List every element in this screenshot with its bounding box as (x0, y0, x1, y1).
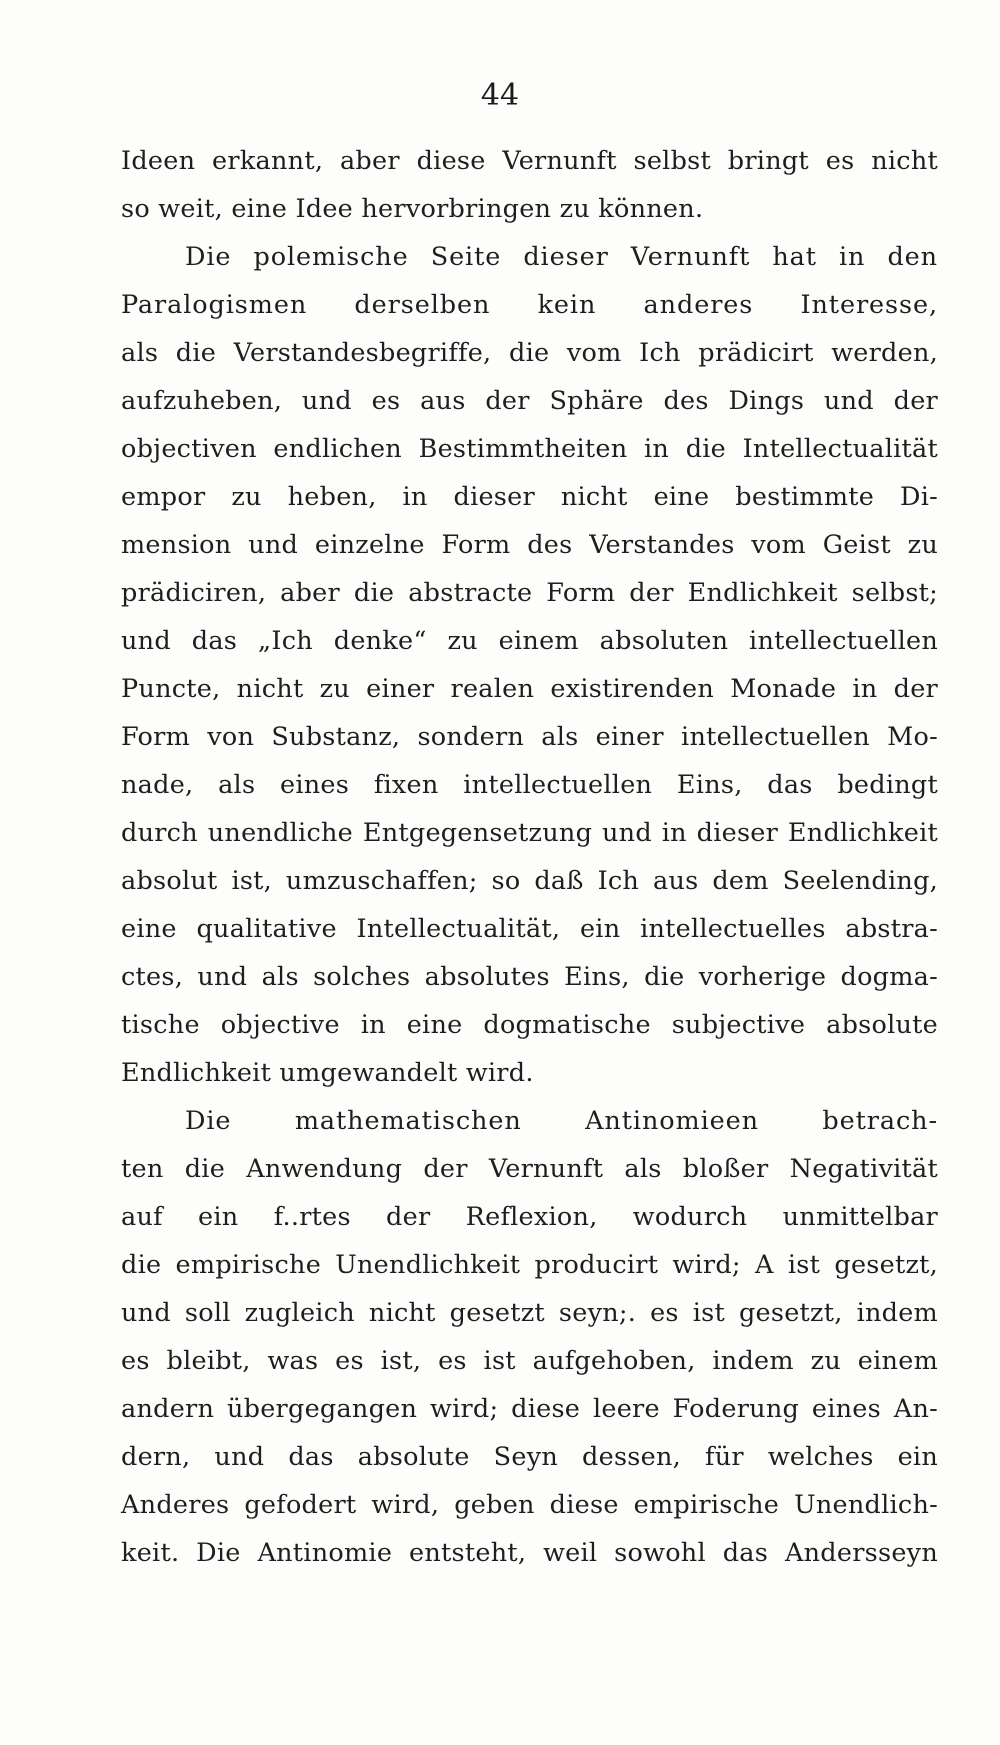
text-line: prädiciren, aber die abstracte Form der Endlichkeit selbst; (121, 578, 938, 608)
text-line: die empirische Unendlichkeit producirt wird; A ist gesetzt, (121, 1250, 938, 1280)
page-number: 44 (480, 78, 520, 113)
text-line: Anderes gefodert wird, geben diese empirische Unendlich- (121, 1490, 938, 1520)
text-line: aufzuheben, und es aus der Sphäre des Dings und der (121, 386, 938, 416)
text-line: Form von Substanz, sondern als einer intellectuellen Mo- (121, 722, 938, 752)
text-line: empor zu heben, in dieser nicht eine bestimmte Di- (121, 482, 938, 512)
text-line: Paralogismen derselben kein anderes Interesse, (121, 290, 938, 320)
text-line: auf ein f..rtes der Reflexion, wodurch unmittelbar (121, 1202, 938, 1232)
text-line: keit. Die Antinomie entsteht, weil sowohl das Andersseyn (121, 1538, 938, 1568)
text-line: objectiven endlichen Bestimmtheiten in die Intellectualität (121, 434, 938, 464)
text-line: so weit, eine Idee hervorbringen zu können. (121, 194, 704, 224)
text-line: Die mathematischen Antinomieen betrach- (185, 1106, 938, 1136)
text-line: eine qualitative Intellectualität, ein intellectuelles abstra- (121, 914, 938, 944)
text-line: ctes, und als solches absolutes Eins, die vorherige dogma- (121, 962, 938, 992)
text-line: ten die Anwendung der Vernunft als bloßer Negativität (121, 1154, 938, 1184)
text-line: Die polemische Seite dieser Vernunft hat in den (185, 242, 938, 272)
text-line: Ideen erkannt, aber diese Vernunft selbst bringt es nicht (121, 146, 938, 176)
text-line: Endlichkeit umgewandelt wird. (121, 1058, 534, 1088)
text-line: andern übergegangen wird; diese leere Foderung eines An- (121, 1394, 938, 1424)
text-line: durch unendliche Entgegensetzung und in dieser Endlichkeit (121, 818, 938, 848)
text-line: Puncte, nicht zu einer realen existirenden Monade in der (121, 674, 938, 704)
text-line: tische objective in eine dogmatische subjective absolute (121, 1010, 938, 1040)
text-line: dern, und das absolute Seyn dessen, für welches ein (121, 1442, 938, 1472)
text-line: als die Verstandesbegriffe, die vom Ich prädicirt werden, (121, 338, 938, 368)
text-line: absolut ist, umzuschaffen; so daß Ich aus dem Seelending, (121, 866, 938, 896)
text-line: und soll zugleich nicht gesetzt seyn;. es ist gesetzt, indem (121, 1298, 938, 1328)
text-line: es bleibt, was es ist, es ist aufgehoben, indem zu einem (121, 1346, 938, 1376)
text-line: mension und einzelne Form des Verstandes vom Geist zu (121, 530, 938, 560)
text-line: und das „Ich denke“ zu einem absoluten intellectuellen (121, 626, 938, 656)
text-line: nade, als eines fixen intellectuellen Eins, das bedingt (121, 770, 938, 800)
